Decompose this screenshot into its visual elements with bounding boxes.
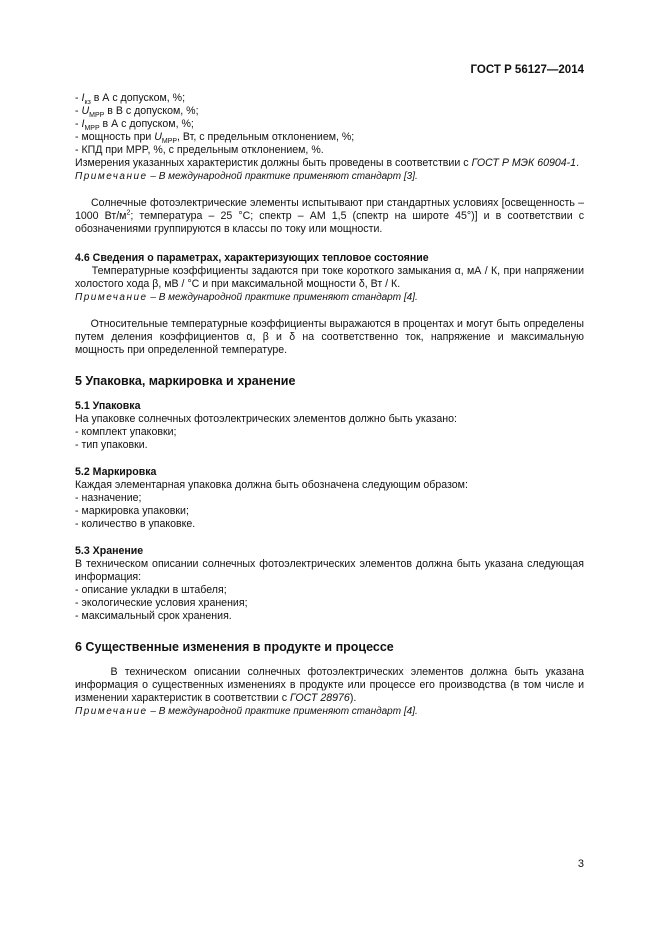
list-item: - КПД при MPP, %, с предельным отклонением, %. bbox=[75, 144, 324, 156]
characteristics-list bbox=[75, 92, 584, 157]
section-5-2-text: Каждая элементарная упаковка должна быть обозначена следующим образом: bbox=[75, 479, 468, 491]
section-4-6-text: Температурные коэффициенты задаются при токе короткого замыкания α, мА / К, при напряжении холостого хода β, мВ / °С и при максимальной мощности δ, Вт / К. bbox=[75, 265, 584, 290]
section-5-title: 5 Упаковка, маркировка и хранение bbox=[75, 374, 296, 388]
list-item: - описание укладки в штабеля; bbox=[75, 584, 227, 596]
list-item: - маркировка упаковки; bbox=[75, 505, 189, 517]
list-item: - тип упаковки. bbox=[75, 439, 148, 451]
standard-reference: ГОСТ Р МЭК 60904-1 bbox=[471, 157, 577, 169]
list-item: - $I_{MPP}$ в А с допуском, %; bbox=[75, 118, 194, 133]
note: Примечание – В международной практике применяют стандарт [3]. bbox=[75, 171, 418, 182]
list-item: - назначение; bbox=[75, 492, 142, 504]
list-item: - $I_{кз}$ в А с допуском, %; bbox=[75, 92, 186, 107]
note: Примечание – В международной практике применяют стандарт [4]. bbox=[75, 292, 418, 303]
relative-coefficients-paragraph: Относительные температурные коэффициенты выражаются в процентах и могут быть определены путем деления коэффициентов α, β и δ на соответственно ток, напряжение и максимальную мощность при определенной температуре. bbox=[75, 318, 584, 356]
section-5-3-title: 5.3 Хранение bbox=[75, 545, 144, 557]
page-body bbox=[75, 92, 584, 718]
section-6-text: В техническом описании солнечных фотоэлектрических элементов должна быть указана информация о существенных изменениях в продукте или процессе его производства (в том числе и изменении характеристик в соответствии с ГОСТ 28976). bbox=[75, 666, 584, 704]
section-4-6-title: 4.6 Сведения о параметрах, характеризующих тепловое состояние bbox=[75, 252, 429, 264]
list-item: - количество в упаковке. bbox=[75, 518, 196, 530]
standard-reference: ГОСТ 28976 bbox=[289, 692, 350, 704]
section-5-2-title: 5.2 Маркировка bbox=[75, 466, 157, 478]
section-5-3-text: В техническом описании солнечных фотоэлектрических элементов должна быть указана следующая информация: bbox=[75, 558, 584, 583]
list-item: - мощность при $U_{MPP}$, Вт, с предельным отклонением, %; bbox=[75, 131, 355, 146]
section-5-1-text: На упаковке солнечных фотоэлектрических элементов должно быть указано: bbox=[75, 413, 457, 425]
document-header: ГОСТ Р 56127—2014 bbox=[470, 64, 584, 76]
list-item: - максимальный срок хранения. bbox=[75, 610, 232, 622]
section-6-title: 6 Существенные изменения в продукте и процессе bbox=[75, 640, 394, 654]
list-item: - комплект упаковки; bbox=[75, 426, 177, 438]
measurement-paragraph: Измерения указанных характеристик должны быть проведены в соответствии с ГОСТ Р МЭК 60904-1. bbox=[75, 157, 580, 169]
page-number: 3 bbox=[577, 858, 584, 870]
conditions-paragraph: Солнечные фотоэлектрические элементы испытывают при стандартных условиях [освещенность – 1000 $Вт/м^2$; температура – 25 °С; спектр – АМ 1,5 (спектр на широте 45°)] и в соответствии с обозначениями группируются в классы по току или мощности. bbox=[75, 197, 585, 235]
section-5-1-title: 5.1 Упаковка bbox=[75, 400, 141, 412]
note: Примечание – В международной практике применяют стандарт [4]. bbox=[75, 706, 418, 717]
list-item: - $U_{MPP}$ в В с допуском, %; bbox=[75, 105, 199, 120]
list-item: - экологические условия хранения; bbox=[75, 597, 248, 609]
